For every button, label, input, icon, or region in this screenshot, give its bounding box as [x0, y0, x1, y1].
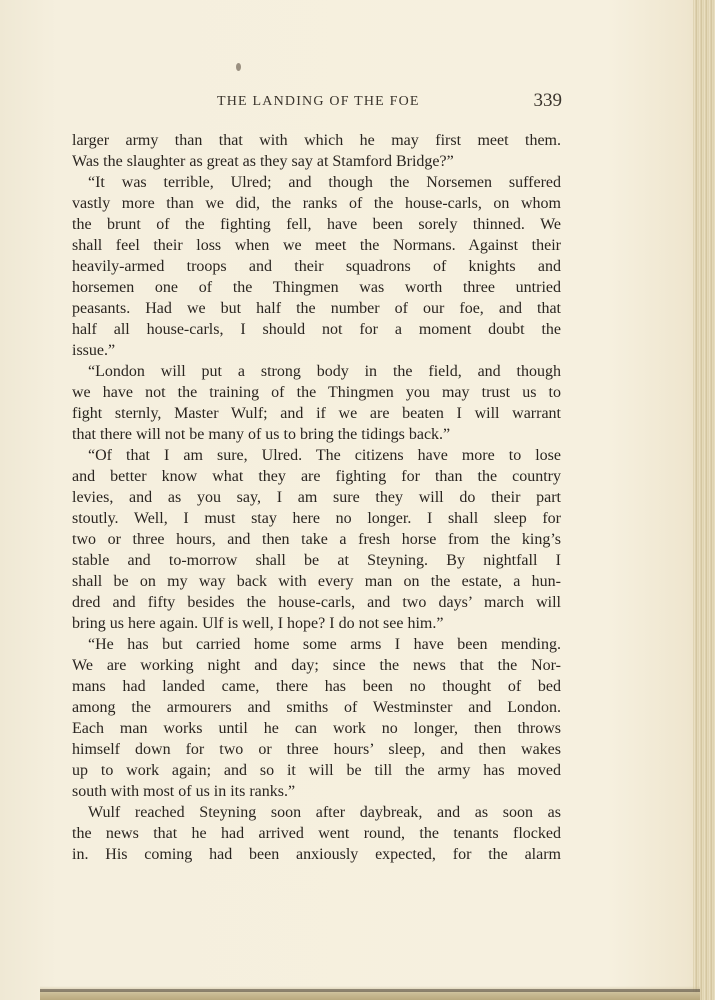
binding-line	[40, 989, 700, 992]
text-line: in. His coming had been anxiously expected, for the alarm	[72, 846, 561, 863]
text-line: peasants. Had we but half the number of our foe, and that	[72, 300, 561, 317]
text-line: “Of that I am sure, Ulred. The citizens have more to lose	[88, 447, 561, 464]
running-header	[72, 92, 562, 118]
text-line: “It was terrible, Ulred; and though the Norsemen suffered	[88, 174, 561, 191]
text-line: stoutly. Well, I must stay here no longer. I shall sleep for	[72, 510, 561, 527]
text-line: half all house-carls, I should not for a moment doubt the	[72, 321, 561, 338]
running-title: THE LANDING OF THE FOE	[217, 94, 420, 109]
text-line: shall be on my way back with every man on the estate, a hun-	[72, 573, 561, 590]
text-line: fight sternly, Master Wulf; and if we are beaten I will warrant	[72, 405, 561, 422]
text-line: dred and fifty besides the house-carls, and two days’ march will	[72, 594, 561, 611]
text-line: shall feel their loss when we meet the Normans. Against their	[72, 237, 561, 254]
text-line: that there will not be many of us to bring the tidings back.”	[72, 426, 451, 443]
text-line: up to work again; and so it will be till the army has moved	[72, 762, 561, 779]
text-line: we have not the training of the Thingmen you may trust us to	[72, 384, 561, 401]
text-line: stable and to-morrow shall be at Steyning. By nightfall I	[72, 552, 561, 569]
text-line: south with most of us in its ranks.”	[72, 783, 296, 800]
text-line: bring us here again. Ulf is well, I hope? I do not see him.”	[72, 615, 444, 632]
text-line: and better know what they are fighting for than the country	[72, 468, 561, 485]
text-line: larger army than that with which he may first meet them.	[72, 132, 561, 149]
text-line: two or three hours, and then take a fresh horse from the king’s	[72, 531, 561, 548]
text-line: Wulf reached Steyning soon after daybreak, and as soon as	[88, 804, 561, 821]
text-line: heavily-armed troops and their squadrons of knights and	[72, 258, 561, 275]
text-line: horsemen one of the Thingmen was worth three untried	[72, 279, 561, 296]
text-line: mans had landed came, there has been no thought of bed	[72, 678, 561, 695]
text-line: “London will put a strong body in the field, and though	[88, 363, 561, 380]
text-line: the brunt of the fighting fell, have been sorely thinned. We	[72, 216, 561, 233]
text-line: issue.”	[72, 342, 116, 359]
text-line: himself down for two or three hours’ sleep, and then wakes	[72, 741, 561, 758]
text-line: We are working night and day; since the news that the Nor-	[72, 657, 561, 674]
text-line: levies, and as you say, I am sure they will do their part	[72, 489, 561, 506]
body-text	[72, 130, 561, 865]
page-edge-right	[693, 0, 715, 1000]
ink-spot	[236, 63, 241, 71]
text-line: Each man works until he can work no longer, then throws	[72, 720, 561, 737]
text-line: Was the slaughter as great as they say at Stamford Bridge?”	[72, 153, 454, 170]
text-line: among the armourers and smiths of Westminster and London.	[72, 699, 561, 716]
page-number: 339	[533, 90, 562, 111]
text-line: the news that he had arrived went round, the tenants flocked	[72, 825, 561, 842]
text-line: vastly more than we did, the ranks of the house-carls, on whom	[72, 195, 561, 212]
text-line: “He has but carried home some arms I have been mending.	[88, 636, 561, 653]
